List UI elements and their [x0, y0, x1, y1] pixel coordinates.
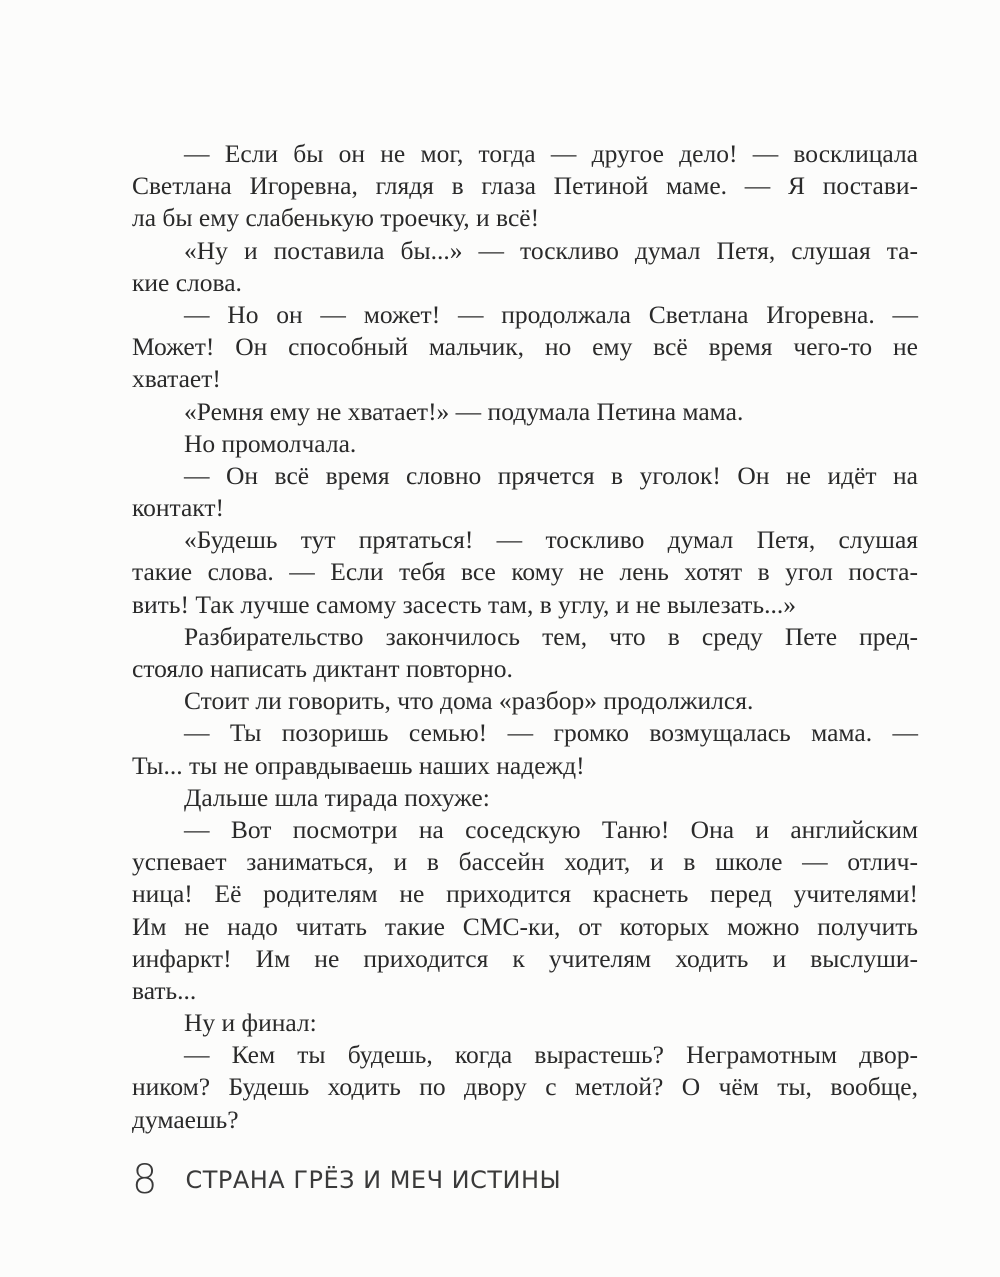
page-footer: [132, 1150, 561, 1210]
text-line: — Кем ты будешь, когда вырастешь? Неграмотным двор-: [184, 1040, 918, 1070]
page-number: 8: [132, 1157, 158, 1203]
text-line: стояло написать диктант повторно.: [132, 654, 513, 683]
text-line: успевает заниматься, и в бассейн ходит, и в школе — отлич-: [132, 847, 918, 877]
text-line: ла бы ему слабенькую троечку, и всё!: [132, 203, 540, 233]
text-line: думаешь?: [132, 1104, 239, 1134]
text-line: такие слова. — Если тебя все кому не лень хотят в угол поста-: [132, 557, 918, 587]
text-line: — Вот посмотри на соседскую Таню! Она и английским: [184, 814, 918, 844]
text-line: Может! Он способный мальчик, но ему всё время чего-то не: [132, 332, 918, 362]
text-line: — Если бы он не мог, тогда — другое дело! — восклицала: [184, 139, 918, 168]
text-line: ником? Будешь ходить по двору с метлой? О чём ты, вообще,: [132, 1072, 918, 1102]
text-line: — Ты позоришь семью! — громко возмущалась мама. —: [184, 718, 918, 748]
text-line: «Будешь тут прятаться! — тоскливо думал Петя, слушая: [184, 525, 918, 555]
text-line: контакт!: [132, 493, 224, 523]
text-line: Но промолчала.: [184, 428, 357, 458]
text-line: кие слова.: [132, 267, 242, 297]
text-line: Стоит ли говорить, что дома «разбор» продолжился.: [184, 686, 754, 716]
text-line: Ты... ты не оправдываешь наших надежд!: [132, 750, 585, 780]
body-text: [132, 138, 918, 1136]
text-line: — Но он — может! — продолжала Светлана Игоревна. —: [184, 299, 918, 329]
running-title: СТРАНА ГРЁЗ И МЕЧ ИСТИНЫ: [185, 1166, 562, 1194]
text-line: Разбирательство закончилось тем, что в среду Пете пред-: [184, 621, 918, 651]
text-line: вать...: [132, 975, 197, 1005]
text-line: Ну и финал:: [184, 1008, 317, 1038]
text-line: Им не надо читать такие СМС-ки, от которых можно получить: [132, 911, 918, 941]
text-line: инфаркт! Им не приходится к учителям ходить и выслуши-: [132, 943, 918, 973]
text-line: Дальше шла тирада похуже:: [184, 782, 490, 812]
text-line: вить! Так лучше самому засесть там, в углу, и не вылезать...»: [132, 589, 796, 619]
text-line: Светлана Игоревна, глядя в глаза Петиной маме. — Я постави-: [132, 171, 918, 201]
text-line: ница! Её родителям не приходится краснеть перед учителями!: [132, 879, 918, 909]
text-line: «Ремня ему не хватает!» — подумала Петина мама.: [184, 396, 744, 426]
text-line: — Он всё время словно прячется в уголок! Он не идёт на: [184, 460, 918, 490]
text-line: хватает!: [132, 364, 221, 394]
text-line: «Ну и поставила бы...» — тоскливо думал Петя, слушая та-: [184, 235, 918, 265]
